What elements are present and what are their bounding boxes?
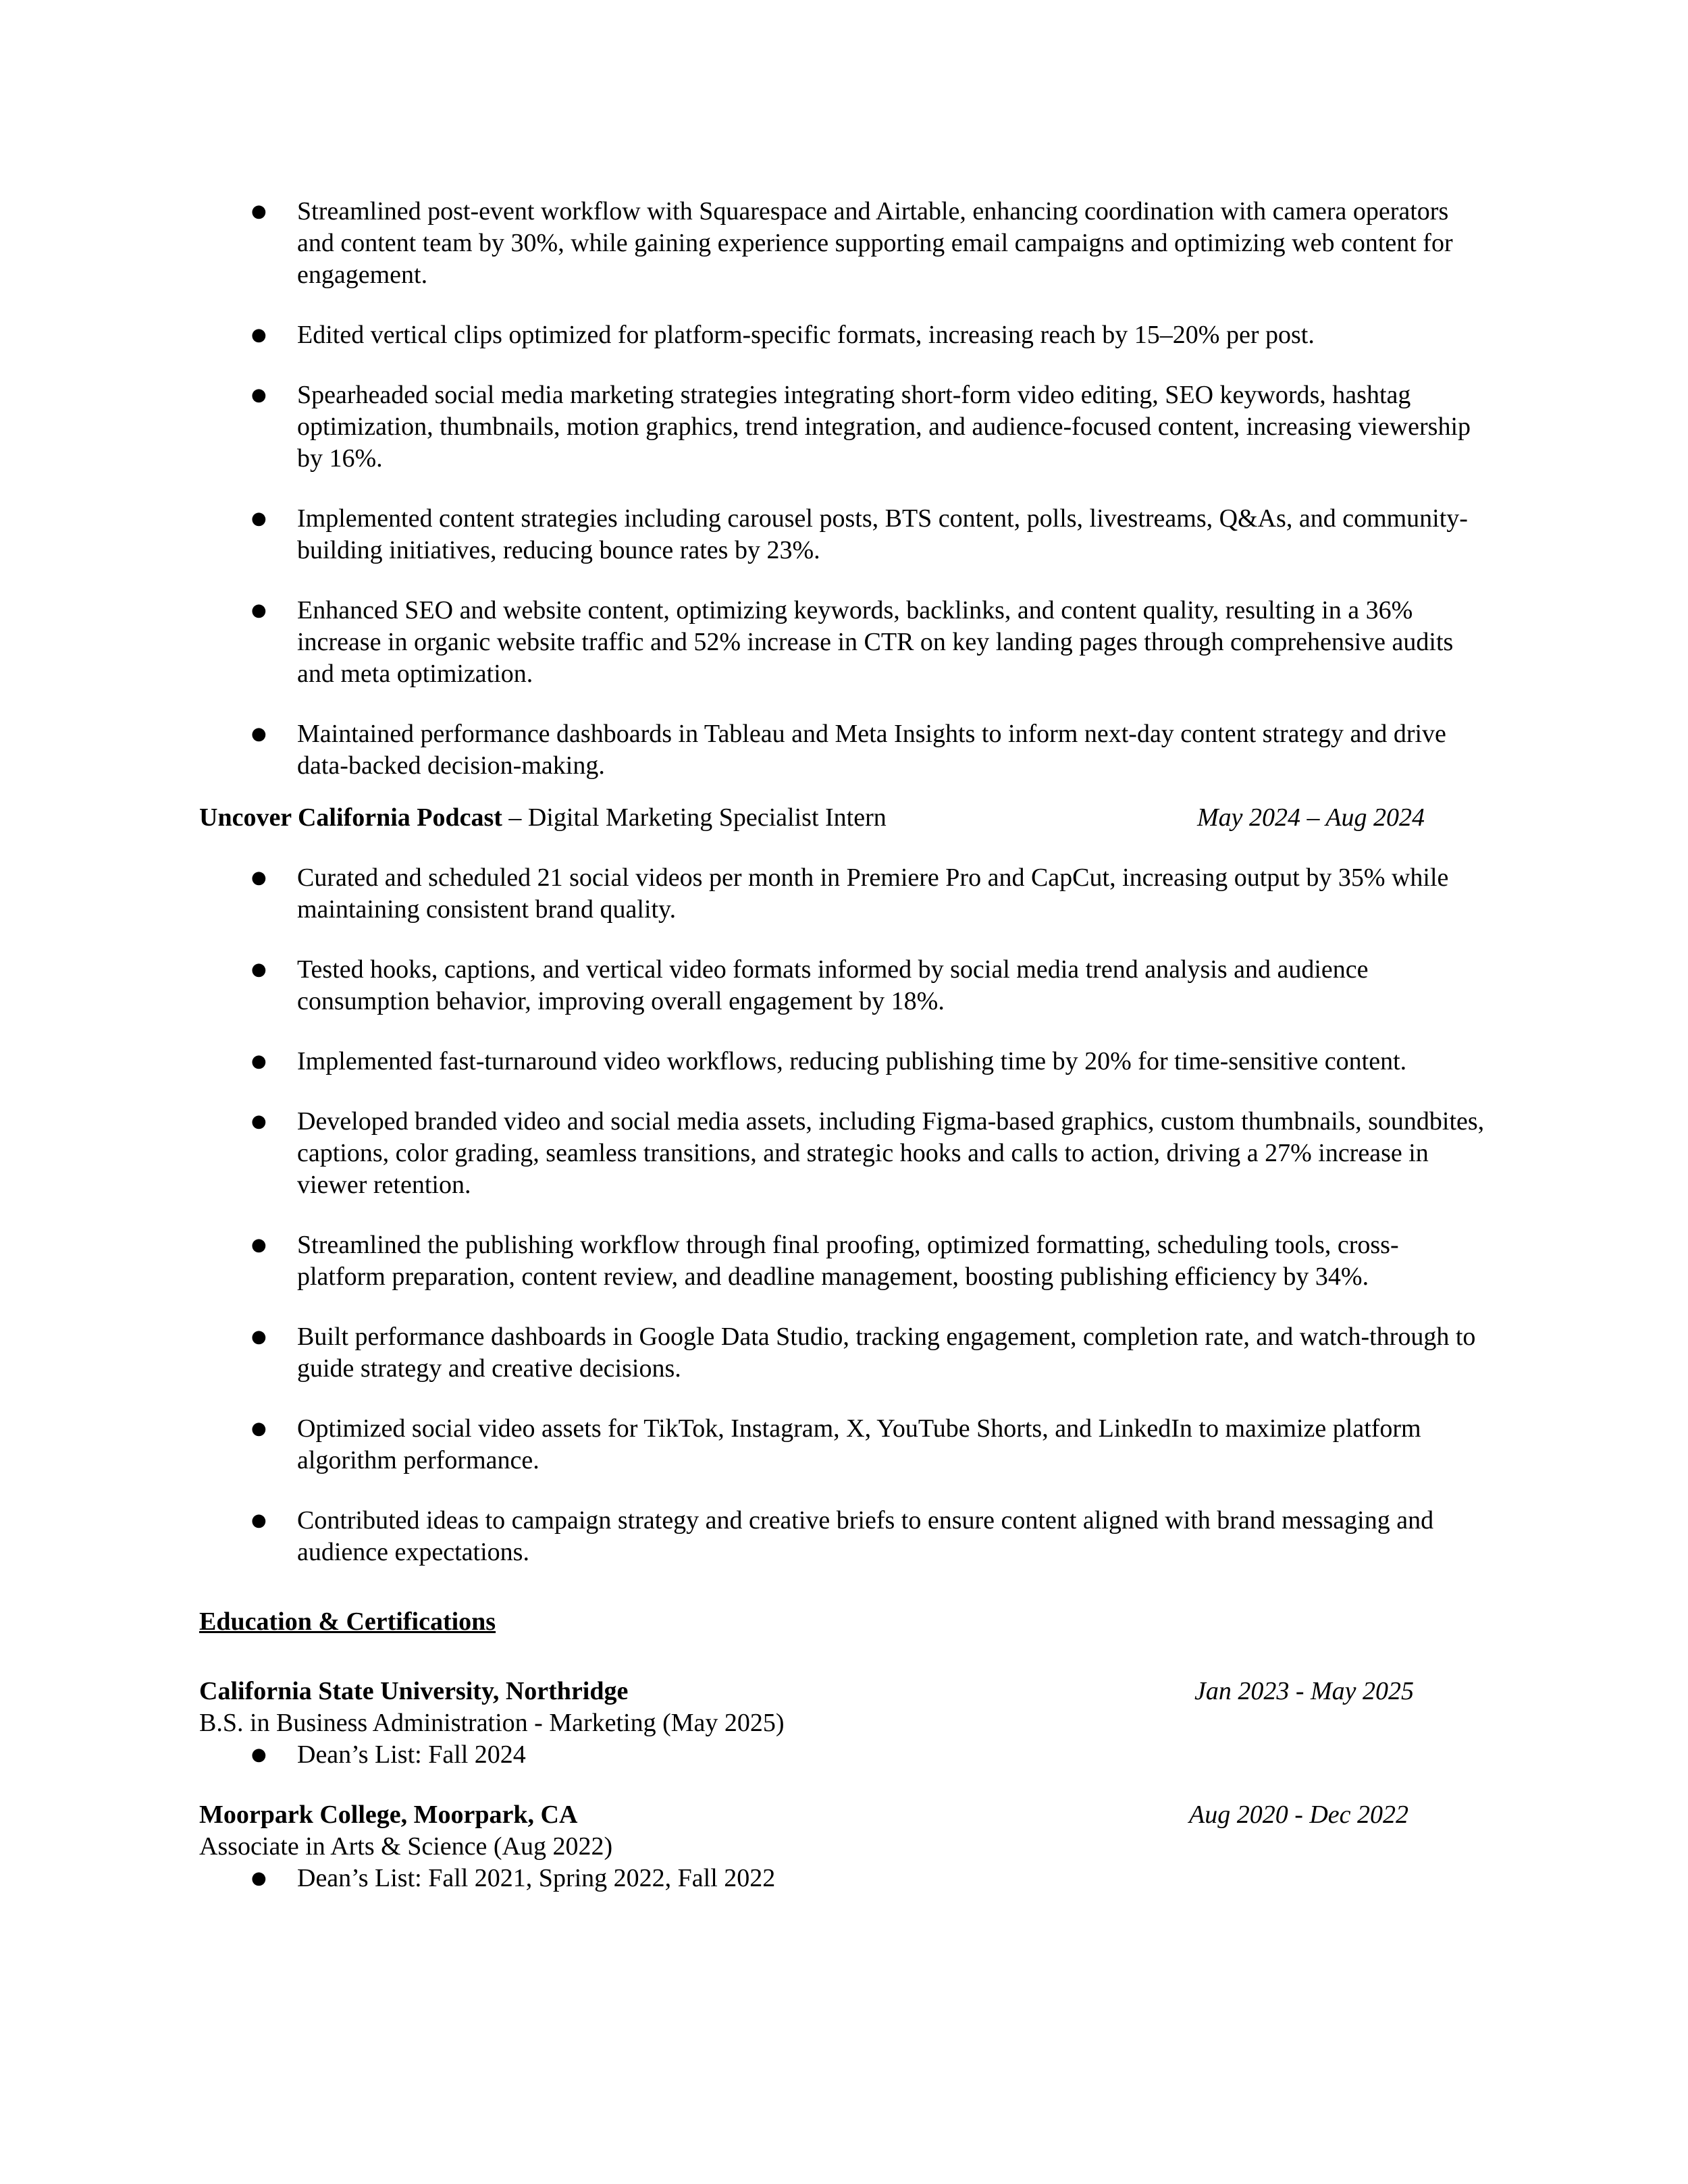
education-entry-header [199, 1799, 1482, 1831]
bullet-text: Maintained performance dashboards in Tableau and Meta Insights to inform next-day content strategy and drive data-backed decision-making. [297, 720, 1446, 780]
bullet-item [199, 1321, 1485, 1385]
school-name: Moorpark College, Moorpark, CA [199, 1801, 578, 1829]
bullet-dot-icon: ● [251, 1868, 267, 1888]
degree-line: B.S. in Business Administration - Marketing (May 2025) [199, 1709, 785, 1737]
bullet-text: Streamlined the publishing workflow through final proofing, optimized formatting, scheduling tools, cross-platform preparation, content review, and deadline management, boosting publishing efficiency by 34%. [297, 1231, 1399, 1291]
job-organization: Uncover California Podcast [199, 803, 502, 832]
education-entry-header [199, 1676, 1482, 1707]
degree-line: Associate in Arts & Science (Aug 2022) [199, 1832, 613, 1861]
job-dates: May 2024 – Aug 2024 [1197, 803, 1425, 832]
bullet-dot-icon: ● [251, 1744, 267, 1765]
bullet-item [199, 718, 1485, 782]
bullet-dot-icon: ● [251, 724, 267, 744]
bullet-text: Built performance dashboards in Google Data Studio, tracking engagement, completion rate, and watch-through to guide strategy and creative decisions. [297, 1323, 1476, 1383]
bullet-dot-icon: ● [251, 1327, 267, 1347]
bullet-text: Implemented content strategies including carousel posts, BTS content, polls, livestreams, Q&As, and community-building initiatives, reducing bounce rates by 23%. [297, 504, 1468, 564]
education-section-title: Education & Certifications [199, 1607, 496, 1636]
bullet-dot-icon: ● [251, 1235, 267, 1255]
honors-list [199, 1739, 1482, 1771]
bullet-dot-icon: ● [251, 1051, 267, 1071]
bullet-item [199, 1106, 1485, 1201]
job-role: Digital Marketing Specialist Intern [527, 803, 887, 832]
honors-list [199, 1863, 1482, 1894]
spacer [199, 1771, 1482, 1799]
bullet-text: Optimized social video assets for TikTok, Instagram, X, YouTube Shorts, and LinkedIn to maximize platform algorithm performance. [297, 1414, 1421, 1474]
bullet-text: Developed branded video and social media assets, including Figma-based graphics, custom thumbnails, soundbites, captions, color grading, seamless transitions, and strategic hooks and calls to action, driving a 27% increase in viewer retention. [297, 1107, 1485, 1199]
bullet-dot-icon: ● [251, 325, 267, 345]
bullet-item [199, 1229, 1485, 1293]
bullet-item [199, 954, 1485, 1017]
bullet-dot-icon: ● [251, 385, 267, 405]
bullet-dot-icon: ● [251, 959, 267, 980]
honor-item [199, 1739, 1485, 1771]
bullet-item [199, 379, 1485, 475]
honor-text: Dean’s List: Fall 2024 [297, 1740, 526, 1769]
bullet-text: Tested hooks, captions, and vertical video formats informed by social media trend analysis and audience consumption behavior, improving overall engagement by 18%. [297, 955, 1369, 1015]
bullet-item [199, 862, 1485, 926]
education-entry [199, 1676, 1482, 1771]
bullet-item [199, 1413, 1485, 1476]
bullet-dot-icon: ● [251, 1111, 267, 1131]
bullet-item [199, 503, 1485, 566]
bullet-text: Curated and scheduled 21 social videos per month in Premiere Pro and CapCut, increasing output by 35% while maintaining consistent brand quality. [297, 863, 1449, 924]
bullet-dot-icon: ● [251, 868, 267, 888]
bullet-text: Enhanced SEO and website content, optimizing keywords, backlinks, and content quality, resulting in a 36% increase in organic website traffic and 52% increase in CTR on key landing pages through comprehensive audits and meta optimization. [297, 596, 1454, 688]
bullet-text: Streamlined post-event workflow with Squarespace and Airtable, enhancing coordination with camera operators and content team by 30%, while gaining experience supporting email campaigns and optimizing web content for engagement. [297, 197, 1453, 289]
bullet-text: Contributed ideas to campaign strategy and creative briefs to ensure content aligned with brand messaging and audience expectations. [297, 1506, 1434, 1566]
bullet-dot-icon: ● [251, 201, 267, 221]
bullet-item [199, 1505, 1485, 1568]
job-bullet-list [199, 862, 1485, 1568]
bullet-item [199, 595, 1485, 690]
school-name: California State University, Northridge [199, 1677, 629, 1705]
school-dates: Aug 2020 - Dec 2022 [1189, 1801, 1409, 1829]
bullet-dot-icon: ● [251, 600, 267, 620]
bullet-text: Implemented fast-turnaround video workflows, reducing publishing time by 20% for time-sensitive content. [297, 1047, 1407, 1075]
bullet-item [199, 1046, 1485, 1077]
resume-content [199, 196, 1485, 1894]
honor-item [199, 1863, 1485, 1894]
bullet-text: Spearheaded social media marketing strategies integrating short-form video editing, SEO keywords, hashtag optimization, thumbnails, motion graphics, trend integration, and audience-focused content, increasing viewership by 16%. [297, 381, 1471, 473]
honor-text: Dean’s List: Fall 2021, Spring 2022, Fall 2022 [297, 1864, 776, 1892]
bullet-text: Edited vertical clips optimized for platform-specific formats, increasing reach by 15–20% per post. [297, 321, 1315, 349]
job-separator: – [502, 803, 528, 832]
bullet-item [199, 196, 1485, 291]
bullet-dot-icon: ● [251, 508, 267, 529]
school-dates: Jan 2023 - May 2025 [1194, 1677, 1415, 1705]
bullet-dot-icon: ● [251, 1418, 267, 1439]
education-entry [199, 1799, 1482, 1894]
experience-bullet-list-top [199, 196, 1482, 782]
bullet-item [199, 319, 1485, 351]
job-header [199, 802, 1482, 834]
bullet-dot-icon: ● [251, 1510, 267, 1530]
